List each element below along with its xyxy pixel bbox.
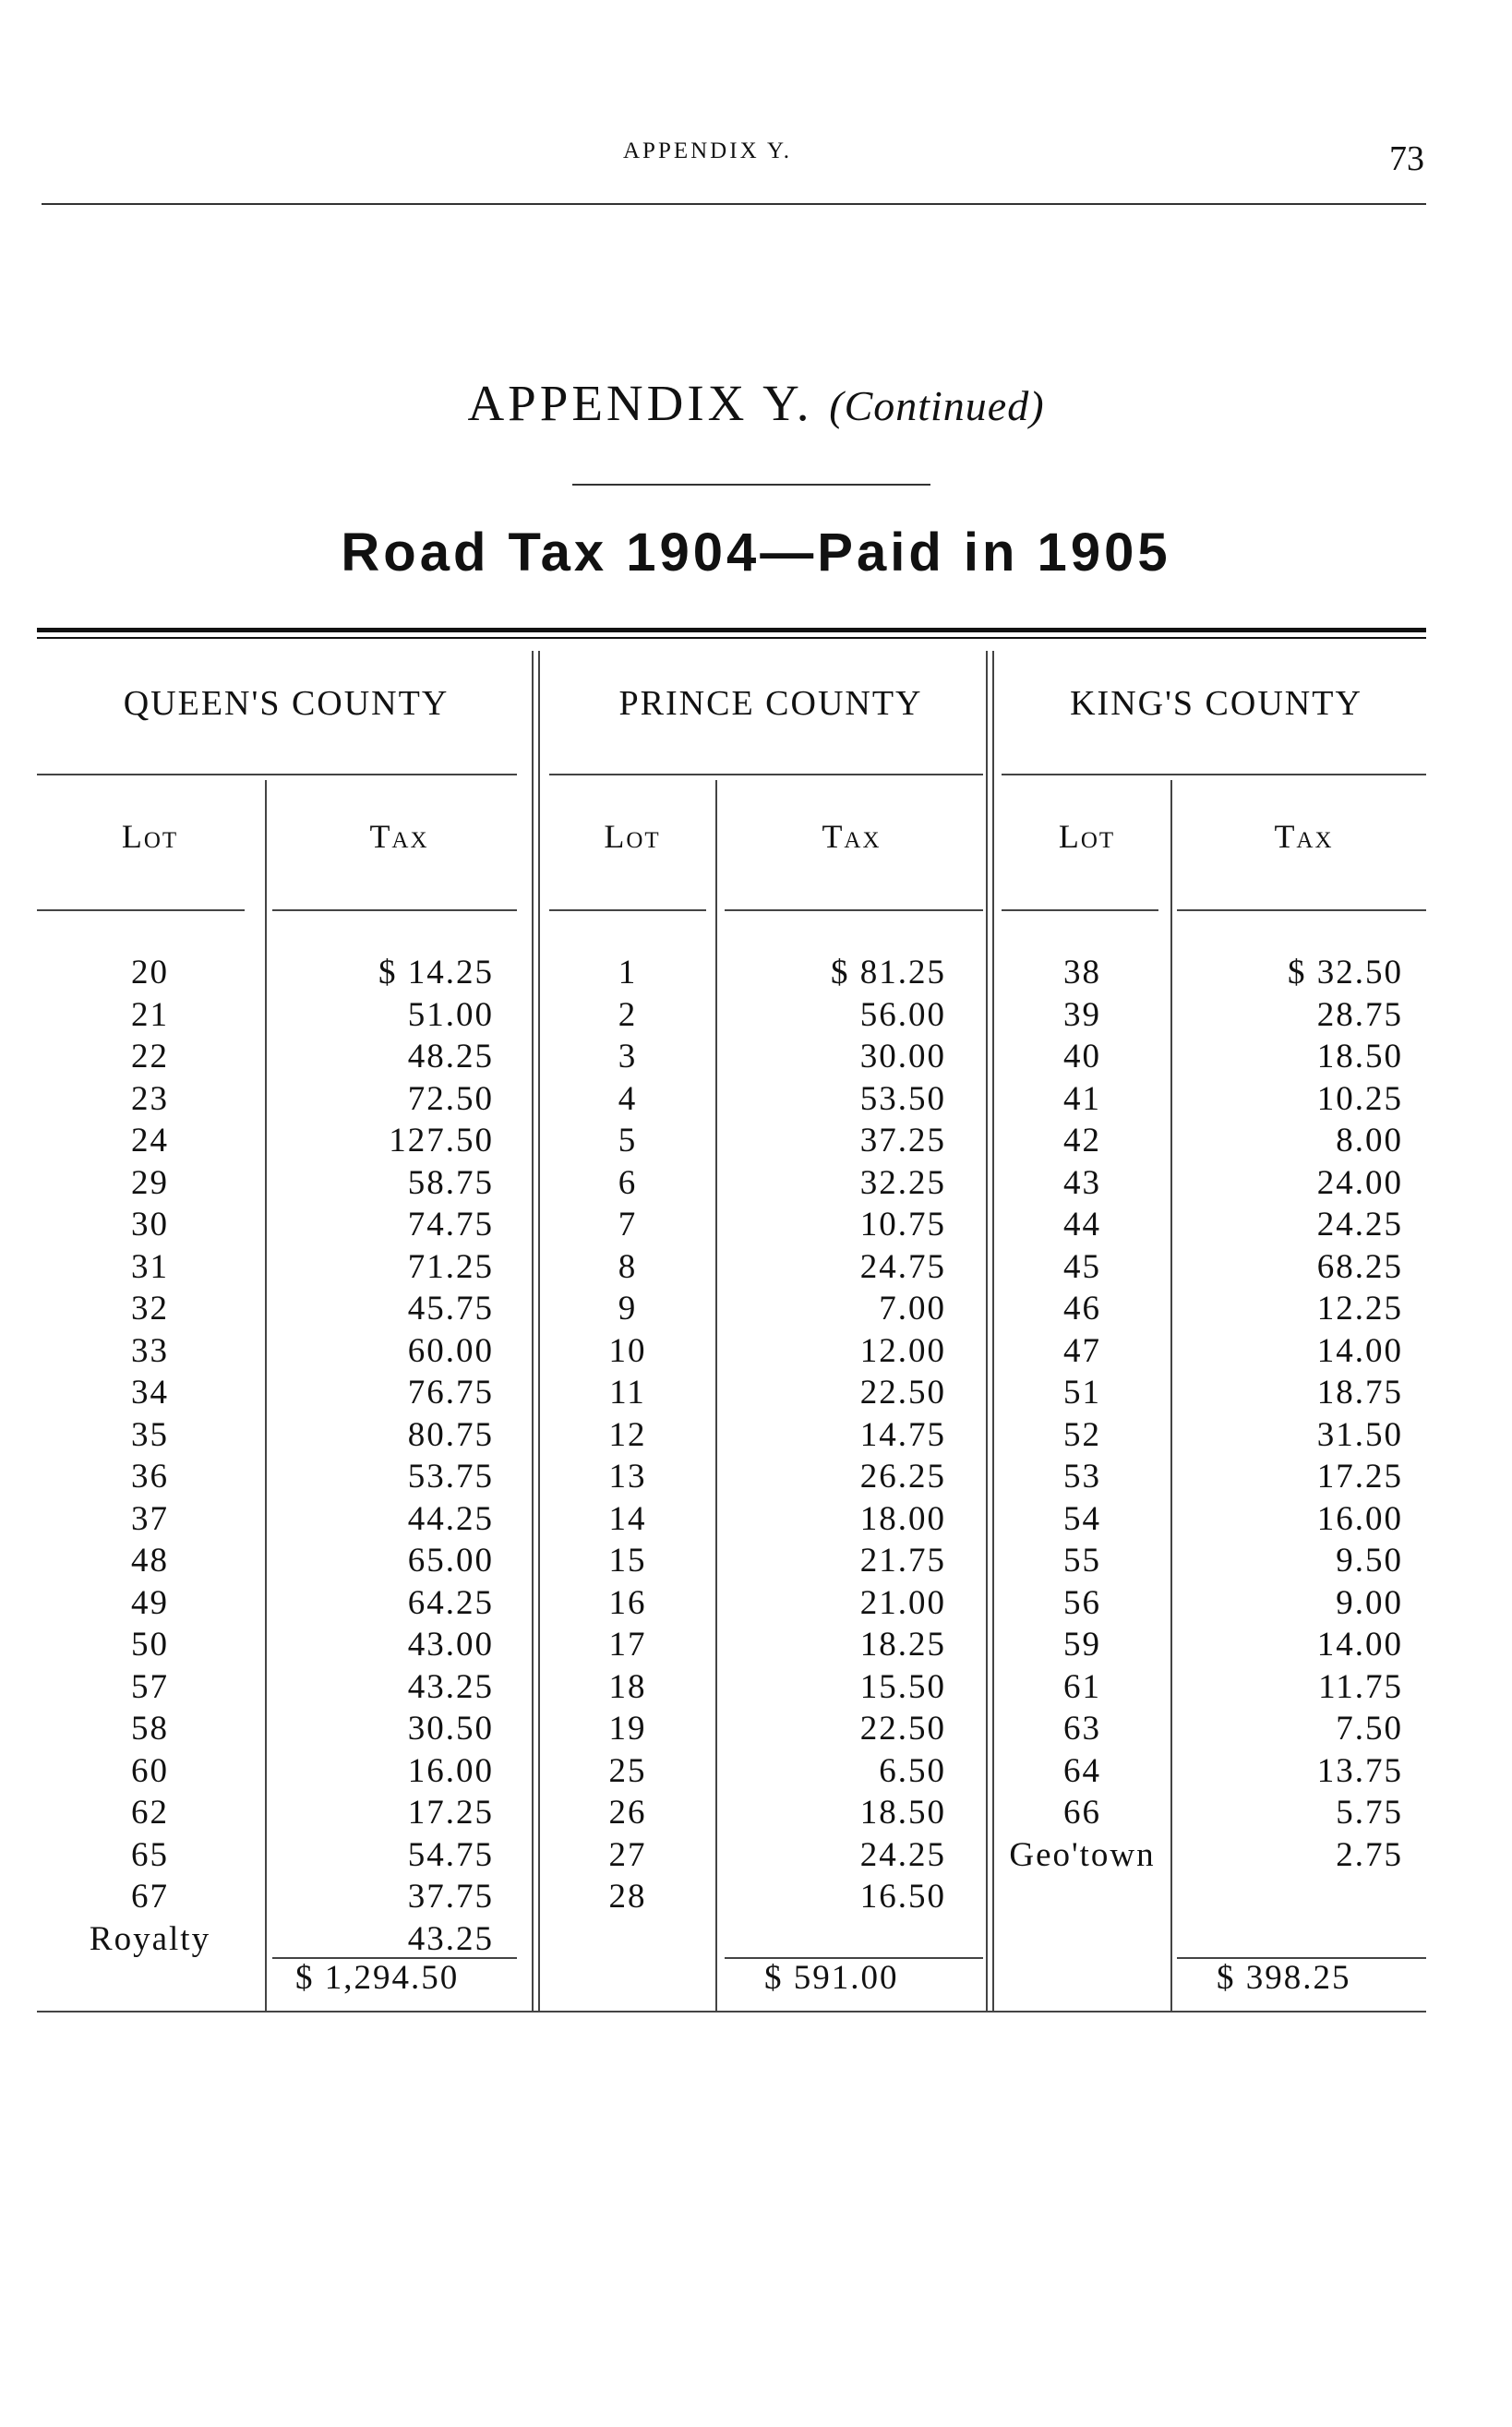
tax-cell: 56.00 xyxy=(859,995,946,1034)
colhead-rule-kings-tax xyxy=(1177,909,1426,911)
tax-cell: 53.50 xyxy=(859,1079,946,1118)
page-number: 73 xyxy=(1389,139,1424,178)
queens-total: $ 1,294.50 xyxy=(295,1959,460,1997)
tax-cell: 16.50 xyxy=(859,1878,946,1916)
running-head: APPENDIX Y. xyxy=(623,138,793,163)
lot-cell: 20 xyxy=(131,954,169,991)
lot-cell: 46 xyxy=(1063,1290,1101,1328)
lot-cell: 33 xyxy=(131,1331,169,1370)
queens-tax-column xyxy=(268,952,494,1960)
tax-cell: 65.00 xyxy=(407,1542,494,1580)
lot-cell: 65 xyxy=(131,1835,169,1874)
lot-cell: 30 xyxy=(131,1206,169,1244)
tax-cell: 51.00 xyxy=(407,995,494,1034)
tax-cell: $ 14.25 xyxy=(378,954,494,991)
table-title: Road Tax 1904—Paid in 1905 xyxy=(341,523,1171,583)
lot-cell: 13 xyxy=(608,1458,647,1496)
tax-cell: 60.00 xyxy=(407,1331,494,1370)
lot-cell: 23 xyxy=(131,1079,169,1118)
lot-cell: 11 xyxy=(609,1374,646,1412)
lot-cell: 44 xyxy=(1063,1206,1101,1244)
tax-cell: 17.25 xyxy=(407,1794,494,1832)
tax-cell: 18.75 xyxy=(1316,1374,1403,1412)
lot-cell: 3 xyxy=(618,1038,638,1075)
tax-cell: 48.25 xyxy=(407,1038,494,1075)
lot-cell: 64 xyxy=(1063,1751,1101,1790)
tax-cell: 71.25 xyxy=(407,1247,494,1286)
tax-cell: 2.75 xyxy=(1336,1835,1403,1874)
tax-cell: 14.00 xyxy=(1316,1331,1403,1370)
lot-cell: 14 xyxy=(608,1499,647,1538)
tax-cell: 22.50 xyxy=(859,1374,946,1412)
lot-cell: 28 xyxy=(608,1878,647,1916)
tax-cell: 24.00 xyxy=(1316,1163,1403,1202)
lot-cell: 17 xyxy=(608,1626,647,1664)
queens-lot-column xyxy=(37,952,263,1960)
lot-cell: 37 xyxy=(131,1499,169,1538)
county-name-queens: QUEEN'S COUNTY xyxy=(123,684,450,723)
lot-cell: 27 xyxy=(608,1835,647,1874)
tax-cell: 16.00 xyxy=(407,1751,494,1790)
lot-cell: Geo'town xyxy=(1009,1835,1156,1874)
tax-cell: 5.75 xyxy=(1336,1794,1403,1832)
lot-cell: 43 xyxy=(1063,1163,1101,1202)
vrule-prince-lot-tax xyxy=(715,780,717,2012)
tax-cell: 32.25 xyxy=(859,1163,946,1202)
tax-cell: 28.75 xyxy=(1316,995,1403,1034)
lot-cell: Royalty xyxy=(89,1919,211,1958)
colhead-rule-queens-tax xyxy=(272,909,517,911)
tax-cell: 7.50 xyxy=(1336,1710,1403,1748)
colhead-rule-prince-tax xyxy=(725,909,983,911)
prince-tax-column xyxy=(720,952,946,1918)
lot-cell: 40 xyxy=(1063,1038,1101,1075)
lot-cell: 42 xyxy=(1063,1122,1101,1159)
tax-cell: 127.50 xyxy=(389,1122,494,1159)
lot-cell: 15 xyxy=(608,1542,647,1580)
lot-cell: 52 xyxy=(1063,1415,1101,1454)
lot-cell: 49 xyxy=(131,1583,169,1622)
lot-cell: 2 xyxy=(618,995,638,1034)
lot-cell: 51 xyxy=(1063,1374,1101,1412)
tax-cell: 15.50 xyxy=(859,1667,946,1706)
lot-cell: 24 xyxy=(131,1122,169,1159)
lot-cell: 5 xyxy=(618,1122,638,1159)
lot-cell: 1 xyxy=(618,954,638,991)
colhead-rule-prince-lot xyxy=(549,909,706,911)
tax-cell: 8.00 xyxy=(1336,1122,1403,1159)
lot-cell: 56 xyxy=(1063,1583,1101,1622)
lot-cell: 54 xyxy=(1063,1499,1101,1538)
lot-cell: 21 xyxy=(131,995,169,1034)
colhead-rule-queens-lot xyxy=(37,909,245,911)
lot-cell: 8 xyxy=(618,1247,638,1286)
lot-cell: 60 xyxy=(131,1751,169,1790)
tax-cell: 10.75 xyxy=(859,1206,946,1244)
lot-cell: 63 xyxy=(1063,1710,1101,1748)
table-bottom-rule xyxy=(37,2011,1426,2012)
lot-cell: 7 xyxy=(618,1206,638,1244)
lot-cell: 26 xyxy=(608,1794,647,1832)
lot-cell: 45 xyxy=(1063,1247,1101,1286)
county-header-row xyxy=(37,683,1426,729)
tax-cell: 80.75 xyxy=(407,1415,494,1454)
queens-tax-header: Tax xyxy=(369,818,429,855)
lot-cell: 39 xyxy=(1063,995,1101,1034)
tax-cell: 26.25 xyxy=(859,1458,946,1496)
lot-cell: 38 xyxy=(1063,954,1101,991)
prince-lot-column xyxy=(540,952,715,1918)
lot-cell: 57 xyxy=(131,1667,169,1706)
tax-cell: 16.00 xyxy=(1316,1499,1403,1538)
lot-cell: 53 xyxy=(1063,1458,1101,1496)
tax-cell: 14.00 xyxy=(1316,1626,1403,1664)
tax-cell: 54.75 xyxy=(407,1835,494,1874)
appendix-title-text: APPENDIX Y. xyxy=(467,375,813,431)
lot-cell: 25 xyxy=(608,1751,647,1790)
lot-cell: 61 xyxy=(1063,1667,1101,1706)
tax-cell: 17.25 xyxy=(1316,1458,1403,1496)
tax-cell: 18.50 xyxy=(859,1794,946,1832)
lot-cell: 18 xyxy=(608,1667,647,1706)
tax-cell: $ 81.25 xyxy=(831,954,946,991)
appendix-subtitle: (Continued) xyxy=(829,382,1045,429)
lot-cell: 59 xyxy=(1063,1626,1101,1664)
lot-cell: 41 xyxy=(1063,1079,1101,1118)
kings-tax-header: Tax xyxy=(1274,818,1334,855)
lot-cell: 58 xyxy=(131,1710,169,1748)
kings-lot-header: Lot xyxy=(1058,818,1116,855)
vrule-county-separator-a xyxy=(532,651,534,2012)
lot-cell: 66 xyxy=(1063,1794,1101,1832)
lot-cell: 35 xyxy=(131,1415,169,1454)
tax-cell: 18.50 xyxy=(1316,1038,1403,1075)
tax-cell: 76.75 xyxy=(407,1374,494,1412)
tax-cell: $ 32.50 xyxy=(1288,954,1403,991)
tax-cell: 9.50 xyxy=(1336,1542,1403,1580)
county-rule-queens xyxy=(37,774,517,775)
lot-cell: 48 xyxy=(131,1542,169,1580)
tax-cell: 30.50 xyxy=(407,1710,494,1748)
appendix-title xyxy=(0,374,1512,432)
lot-cell: 50 xyxy=(131,1626,169,1664)
tax-cell: 18.00 xyxy=(859,1499,946,1538)
colhead-rule-kings-lot xyxy=(1002,909,1158,911)
tax-cell: 31.50 xyxy=(1316,1415,1403,1454)
kings-tax-column xyxy=(1177,952,1403,1876)
prince-tax-header: Tax xyxy=(822,818,882,855)
tax-cell: 43.00 xyxy=(407,1626,494,1664)
tax-cell: 6.50 xyxy=(879,1751,946,1790)
lot-cell: 31 xyxy=(131,1247,169,1286)
county-rule-prince xyxy=(549,774,983,775)
lot-cell: 29 xyxy=(131,1163,169,1202)
lot-cell: 62 xyxy=(131,1794,169,1832)
tax-cell: 74.75 xyxy=(407,1206,494,1244)
tax-cell: 11.75 xyxy=(1318,1667,1403,1706)
tax-cell: 12.25 xyxy=(1316,1290,1403,1328)
vrule-queens-lot-tax xyxy=(265,780,267,2012)
tax-cell: 13.75 xyxy=(1316,1751,1403,1790)
lot-cell: 36 xyxy=(131,1458,169,1496)
kings-lot-column xyxy=(992,952,1172,1876)
table-top-rule-thin xyxy=(37,637,1426,639)
lot-cell: 6 xyxy=(618,1163,638,1202)
queens-lot-header: Lot xyxy=(121,818,179,855)
tax-cell: 30.00 xyxy=(859,1038,946,1075)
tax-cell: 45.75 xyxy=(407,1290,494,1328)
lot-cell: 22 xyxy=(131,1038,169,1075)
tax-cell: 18.25 xyxy=(859,1626,946,1664)
county-name-prince: PRINCE COUNTY xyxy=(618,684,923,723)
tax-cell: 68.25 xyxy=(1316,1247,1403,1286)
tax-cell: 12.00 xyxy=(859,1331,946,1370)
lot-cell: 32 xyxy=(131,1290,169,1328)
tax-cell: 24.75 xyxy=(859,1247,946,1286)
tax-cell: 21.00 xyxy=(859,1583,946,1622)
tax-cell: 58.75 xyxy=(407,1163,494,1202)
lot-cell: 47 xyxy=(1063,1331,1101,1370)
lot-cell: 67 xyxy=(131,1878,169,1916)
tax-cell: 43.25 xyxy=(407,1919,494,1958)
lot-cell: 10 xyxy=(608,1331,647,1370)
tax-cell: 10.25 xyxy=(1316,1079,1403,1118)
lot-cell: 9 xyxy=(618,1290,638,1328)
tax-cell: 9.00 xyxy=(1336,1583,1403,1622)
tax-cell: 21.75 xyxy=(859,1542,946,1580)
tax-cell: 24.25 xyxy=(859,1835,946,1874)
lot-cell: 55 xyxy=(1063,1542,1101,1580)
header-rule xyxy=(42,203,1426,205)
lot-cell: 19 xyxy=(608,1710,647,1748)
county-name-kings: KING'S COUNTY xyxy=(1070,684,1362,723)
tax-cell: 64.25 xyxy=(407,1583,494,1622)
kings-total: $ 398.25 xyxy=(1217,1959,1351,1997)
lot-cell: 4 xyxy=(618,1079,638,1118)
tax-cell: 24.25 xyxy=(1316,1206,1403,1244)
county-rule-kings xyxy=(1002,774,1426,775)
table-top-rule xyxy=(37,628,1426,632)
tax-cell: 22.50 xyxy=(859,1710,946,1748)
tax-cell: 43.25 xyxy=(407,1667,494,1706)
lot-cell: 16 xyxy=(608,1583,647,1622)
tax-cell: 37.25 xyxy=(859,1122,946,1159)
tax-cell: 7.00 xyxy=(879,1290,946,1328)
lot-cell: 12 xyxy=(608,1415,647,1454)
tax-cell: 14.75 xyxy=(859,1415,946,1454)
tax-cell: 44.25 xyxy=(407,1499,494,1538)
tax-cell: 72.50 xyxy=(407,1079,494,1118)
prince-lot-header: Lot xyxy=(604,818,661,855)
tax-cell: 53.75 xyxy=(407,1458,494,1496)
lot-cell: 34 xyxy=(131,1374,169,1412)
prince-total: $ 591.00 xyxy=(764,1959,899,1997)
vrule-county-separator-b xyxy=(986,651,988,2012)
title-rule xyxy=(572,484,930,486)
tax-cell: 37.75 xyxy=(407,1878,494,1916)
